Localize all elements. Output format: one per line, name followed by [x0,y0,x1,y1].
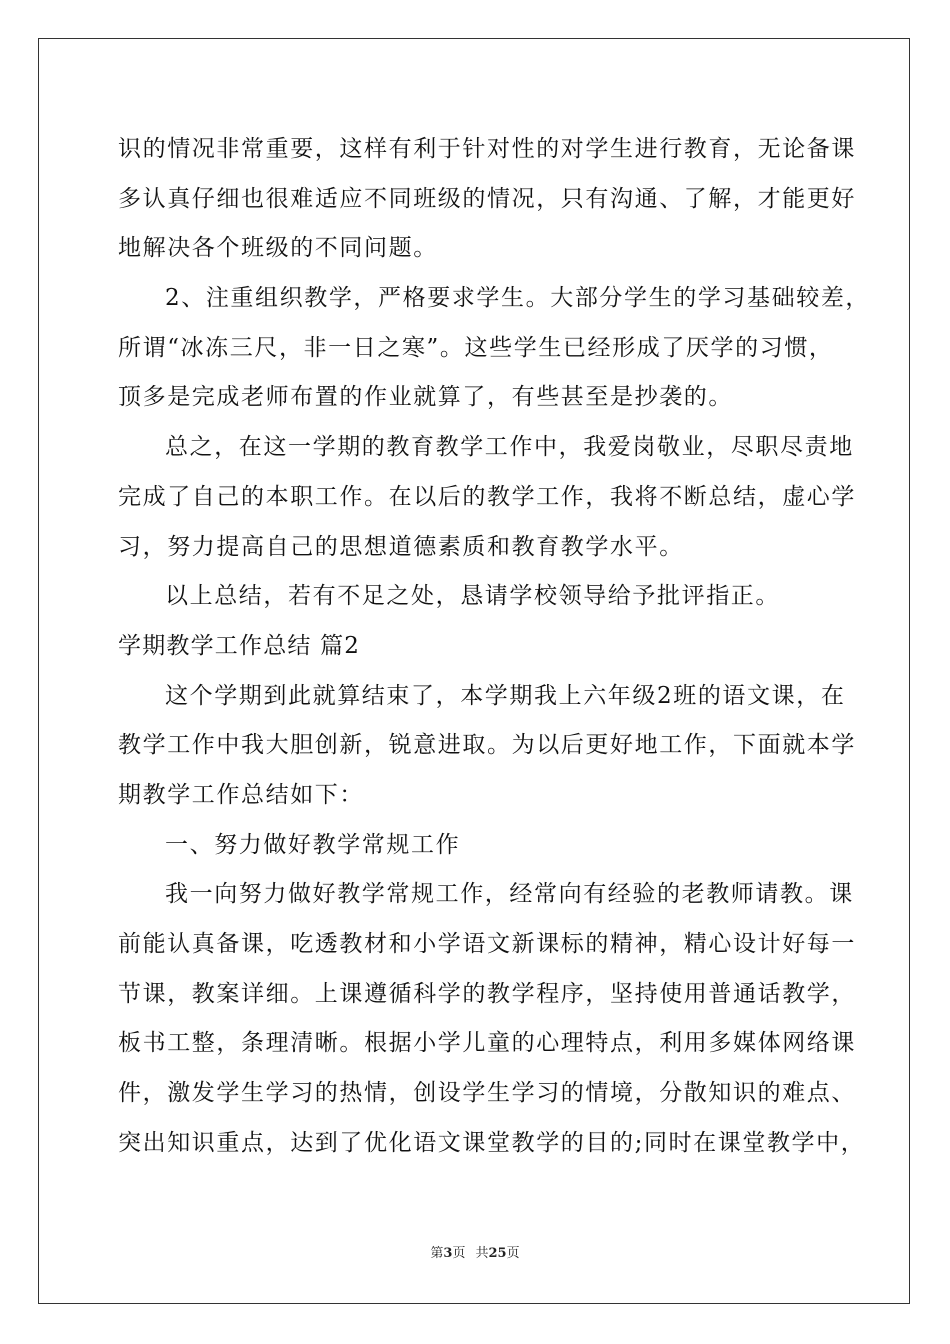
text-line: 地解决各个班级的不同问题。 [118,235,438,261]
text-line: 顶多是完成老师布置的作业就算了，有些甚至是抄袭的。 [118,384,733,410]
text-line: 多认真仔细也很难适应不同班级的情况，只有沟通、了解，才能更好 [118,186,856,212]
text-line: 习，努力提高自己的思想道德素质和教育教学水平。 [118,534,684,560]
text-line: 所谓“冰冻三尺，非一日之寒”。这些学生已经形成了厌学的习惯， [118,335,834,361]
total-pages: 25 [488,1246,507,1261]
text-line: 节课，教案详细。上课遵循科学的教学程序，坚持使用普通话教学， [118,981,856,1007]
page-prefix: 第 [430,1246,444,1261]
text-line: 件，激发学生学习的热情，创设学生学习的情境，分散知识的难点、 [118,1080,856,1106]
text-line: 我一向努力做好教学常规工作，经常向有经验的老教师请教。课 [165,881,854,907]
section-heading: 学期教学工作总结 篇2 [118,633,361,659]
text-line: 这个学期到此就算结束了，本学期我上六年级2班的语文课，在 [165,683,846,709]
text-line: 总之，在这一学期的教育教学工作中，我爱岗敬业，尽职尽责地 [165,434,854,460]
text-line: 突出知识重点，达到了优化语文课堂教学的目的;同时在课堂教学中， [118,1130,866,1156]
text-line: 前能认真备课，吃透教材和小学语文新课标的精神，精心设计好每一 [118,931,856,957]
text-line: 板书工整，条理清晰。根据小学儿童的心理特点，利用多媒体网络课 [118,1030,856,1056]
text-line: 期教学工作总结如下： [118,782,364,808]
page-number: 3 [443,1246,453,1261]
text-line: 以上总结，若有不足之处，恳请学校领导给予批评指正。 [165,583,780,609]
text-line: 教学工作中我大胆创新，锐意进取。为以后更好地工作，下面就本学 [118,732,856,758]
page-footer [0,1244,950,1264]
page-suffix: 页 [452,1246,466,1261]
text-line: 识的情况非常重要，这样有利于针对性的对学生进行教育，无论备课 [118,136,856,162]
total-suffix: 页 [506,1246,520,1261]
text-line: 2、注重组织教学，严格要求学生。大部分学生的学习基础较差， [165,285,871,311]
total-prefix: 共 [475,1246,489,1261]
subsection-heading: 一、努力做好教学常规工作 [165,832,461,858]
text-line: 完成了自己的本职工作。在以后的教学工作，我将不断总结，虚心学 [118,484,856,510]
